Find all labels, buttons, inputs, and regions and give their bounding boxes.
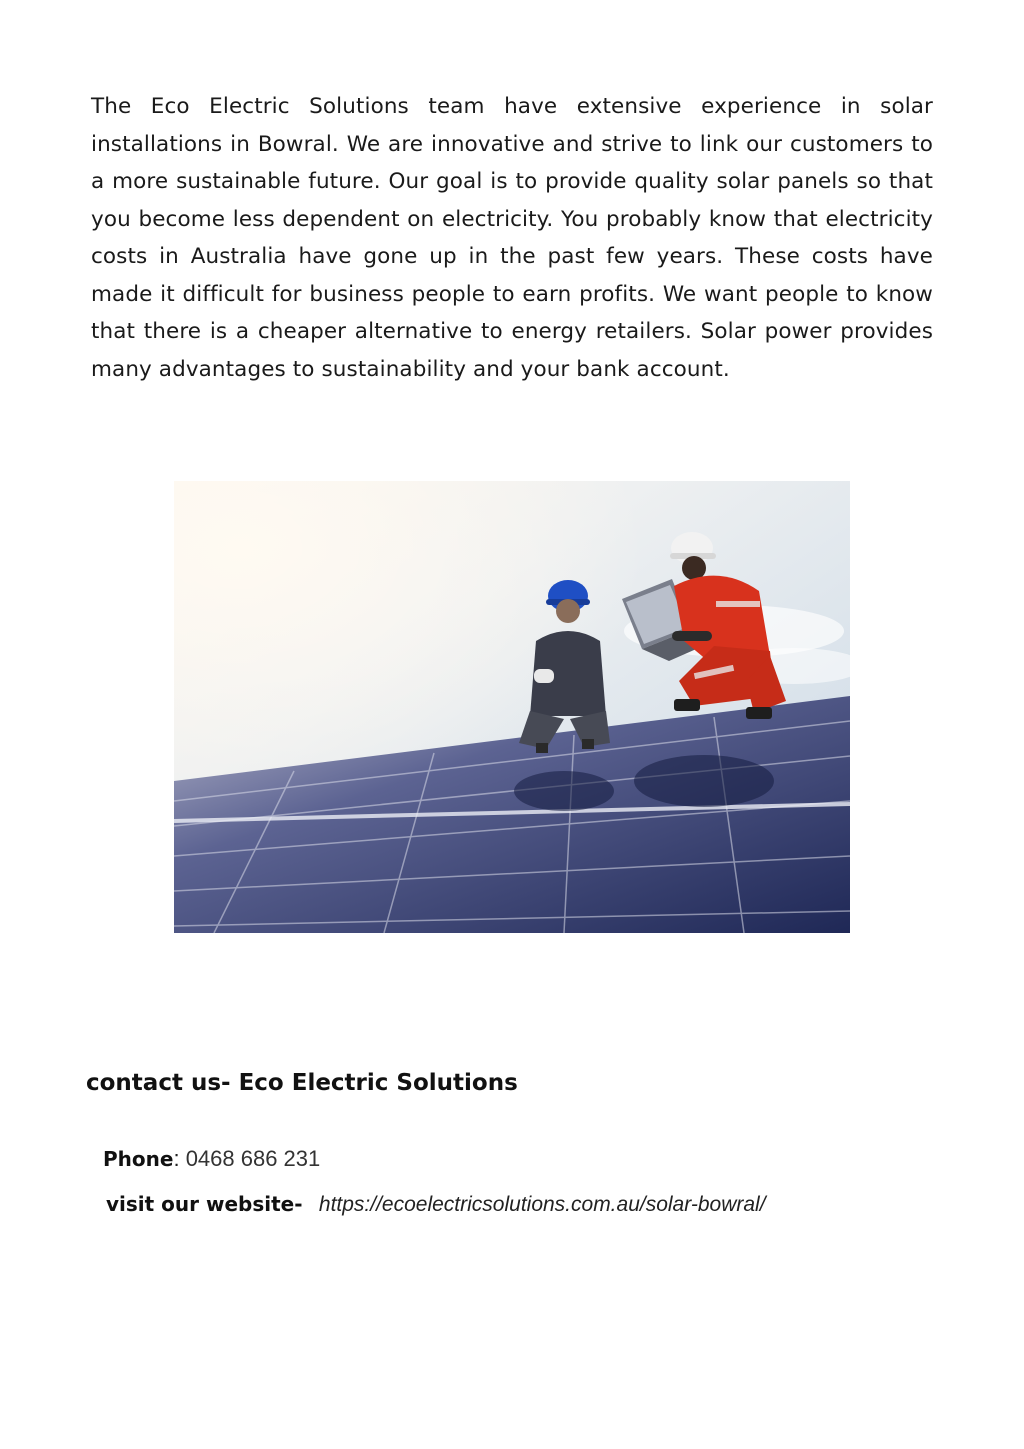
website-link[interactable]: https://ecoelectricsolutions.com.au/solar-bowral/ [318,1193,766,1216]
phone-line [103,1146,320,1172]
website-line [106,1192,766,1217]
website-label: visit our website- [106,1192,303,1216]
phone-separator: : [173,1146,186,1171]
phone-label: Phone [103,1147,174,1171]
solar-installers-illustration [174,481,850,933]
phone-number[interactable]: 0468 686 231 [185,1146,321,1171]
solar-installers-photo [174,481,850,933]
contact-heading: contact us- Eco Electric Solutions [86,1070,518,1096]
intro-paragraph: The Eco Electric Solutions team have extensive experience in solar installations in Bowral. We are innovative and strive to link our customers to a more sustainable future. Our goal is to provide quality solar panels so that you become less dependent on electricity. You probably know that electricity costs in Australia have gone up in the past few years. These costs have made it difficult for business people to earn profits. We want people to know that there is a cheaper alternative to energy retailers. Solar power provides many advantages to sustainability and your bank account. [91,94,933,382]
